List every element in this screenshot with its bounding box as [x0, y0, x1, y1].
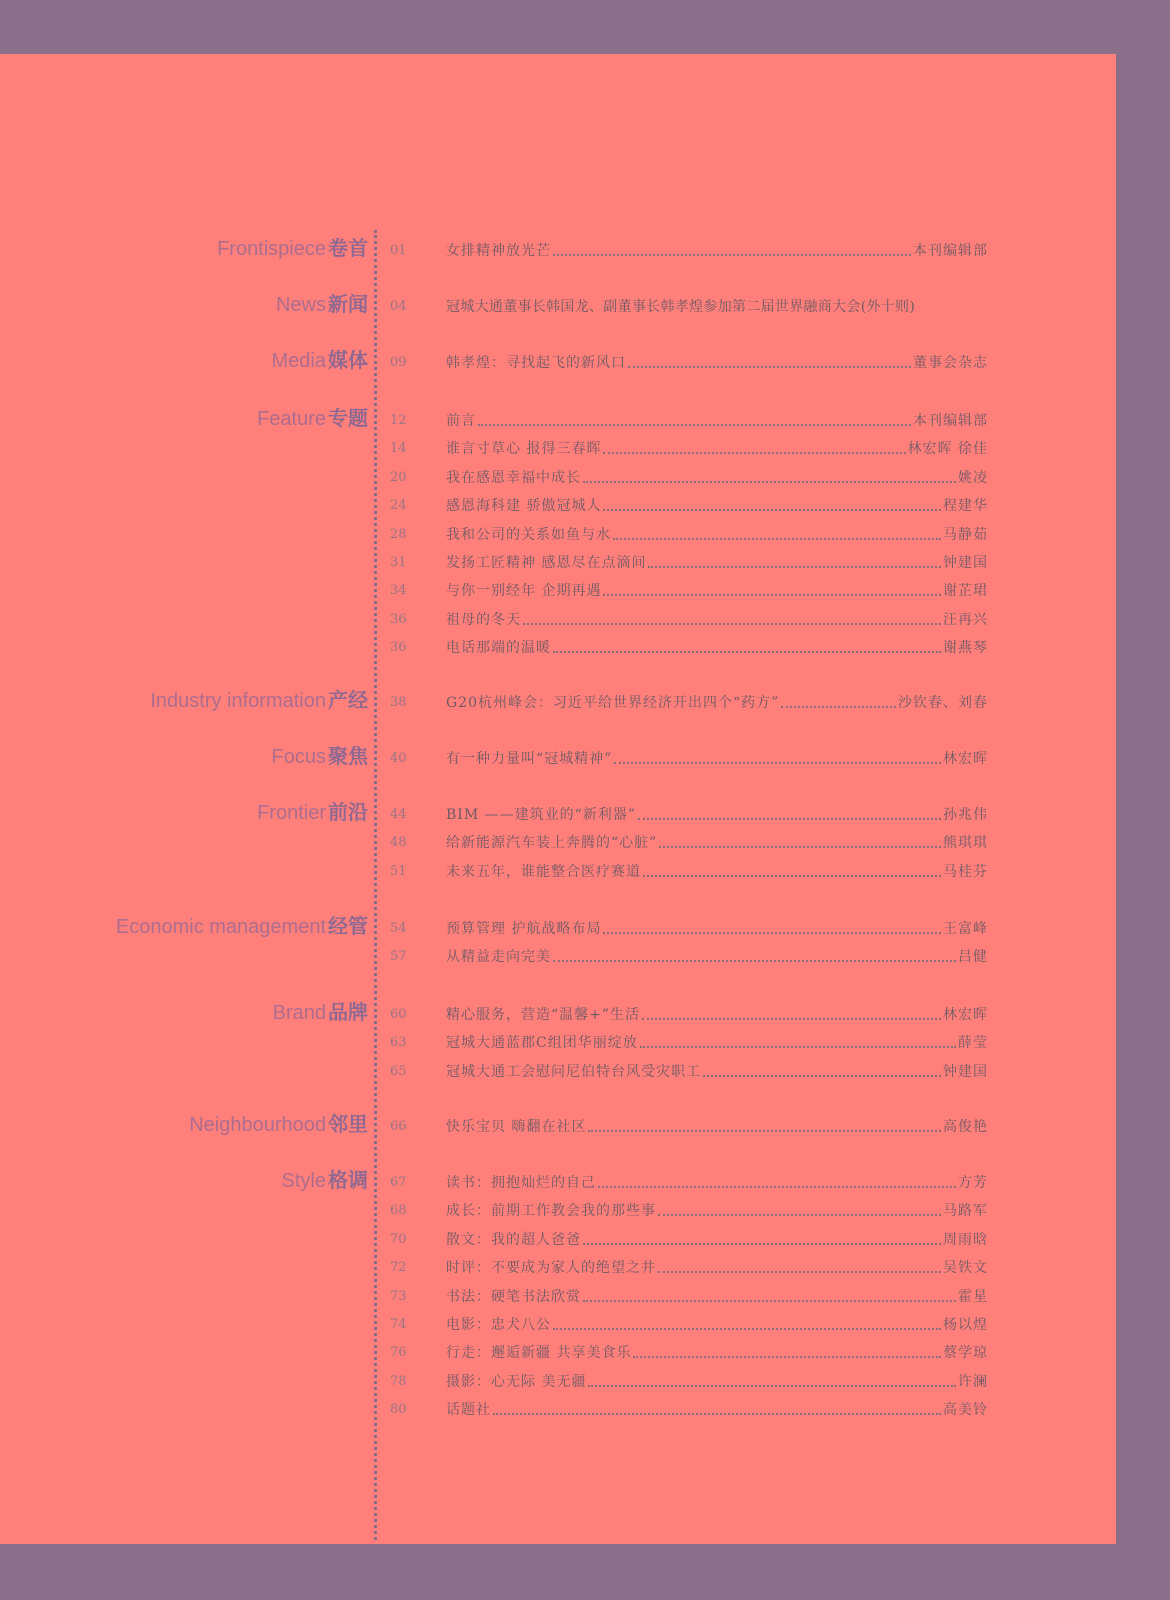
- toc-entry[interactable]: [0, 1006, 1116, 1030]
- entry-title: 女排精神放光芒: [446, 243, 551, 259]
- entry-line: [446, 611, 988, 629]
- entry-title: 冠城大通蓝郡C组团华丽绽放: [446, 1035, 638, 1052]
- dot-leader: [658, 1204, 941, 1216]
- dot-leader: [633, 1346, 941, 1358]
- toc-entry[interactable]: [0, 440, 1116, 464]
- dot-leader: [588, 1375, 956, 1387]
- section-label-cn: 前沿: [328, 800, 368, 824]
- dot-leader: [523, 613, 941, 625]
- entry-author: 孙兆伟: [943, 807, 988, 823]
- dot-leader: [648, 556, 941, 568]
- toc-entry[interactable]: [0, 554, 1116, 578]
- toc-entry[interactable]: [0, 1202, 1116, 1226]
- entry-title: 时评：不要成为家人的绝望之井: [446, 1260, 656, 1277]
- section-label-en: Focus: [271, 746, 326, 768]
- entry-title: 成长：前期工作教会我的那些事: [446, 1203, 656, 1220]
- section-label-en: Economic management: [115, 916, 326, 938]
- entry-title: 未来五年，谁能整合医疗赛道: [446, 863, 641, 880]
- dot-leader: [642, 1008, 941, 1020]
- entry-author: 蔡学琼: [943, 1345, 988, 1362]
- entry-author: 王富峰: [943, 921, 988, 937]
- dot-leader: [603, 499, 941, 511]
- entry-title: 前言: [446, 413, 476, 429]
- entry-author: 谢芷珺: [943, 583, 988, 600]
- entry-line: [446, 1259, 988, 1277]
- dot-leader: [588, 1120, 941, 1132]
- page-number: 01: [390, 243, 407, 258]
- entry-title: 电影：忠犬八公: [446, 1317, 551, 1333]
- dot-leader: [493, 1403, 941, 1415]
- entry-author: 程建华: [943, 498, 988, 515]
- entry-line: [446, 1401, 988, 1419]
- entry-line: [446, 1034, 988, 1052]
- toc-entry[interactable]: [0, 1373, 1116, 1397]
- section-label-cn: 卷首: [328, 236, 368, 260]
- page-number: 76: [390, 1345, 407, 1361]
- toc-entry[interactable]: [0, 806, 1116, 830]
- dot-leader: [583, 1290, 956, 1302]
- entry-author: 吕健: [958, 949, 988, 966]
- dot-leader: [603, 922, 941, 934]
- toc-entry[interactable]: [0, 920, 1116, 944]
- entry-title: 给新能源汽车装上奔腾的“心脏”: [446, 835, 658, 852]
- dot-leader: [583, 471, 956, 483]
- dot-leader: [553, 641, 941, 653]
- entry-line: [446, 1344, 988, 1362]
- entry-author: 吴铁文: [943, 1260, 988, 1277]
- page-number: 31: [390, 555, 407, 570]
- page-number: 65: [390, 1063, 407, 1079]
- entry-author: 沙钦春、刘春: [898, 695, 988, 711]
- entry-line: [446, 497, 988, 515]
- entry-title: 谁言寸草心 报得三春晖: [446, 441, 602, 458]
- page-number: 60: [390, 1007, 407, 1022]
- toc-entry[interactable]: [0, 242, 1116, 266]
- page-number: 70: [390, 1231, 407, 1247]
- entry-line: [446, 1174, 988, 1192]
- toc-entry[interactable]: [0, 694, 1116, 718]
- entry-title: 发扬工匠精神 感恩尽在点滴间: [446, 555, 647, 571]
- section-label-cn: 专题: [328, 406, 368, 430]
- entry-author: 林宏晖 徐佳: [907, 441, 988, 458]
- entry-line: [446, 298, 988, 316]
- dot-leader: [553, 1318, 941, 1330]
- toc-entry[interactable]: [0, 1231, 1116, 1255]
- page-number: 14: [390, 441, 407, 457]
- page-number: 67: [390, 1175, 407, 1190]
- entry-title: 快乐宝贝 嗨翻在社区: [446, 1119, 587, 1135]
- entry-title: 从精益走向完美: [446, 949, 551, 966]
- entry-line: [446, 469, 988, 487]
- dot-leader: [628, 356, 911, 368]
- section-label-en: Style: [281, 1170, 326, 1192]
- toc-entry[interactable]: [0, 354, 1116, 378]
- page-number: 72: [390, 1260, 407, 1276]
- dot-leader: [638, 808, 941, 820]
- entry-line: [446, 863, 988, 881]
- dot-leader: [643, 865, 941, 877]
- page-number: 48: [390, 835, 407, 851]
- dot-leader: [603, 442, 905, 454]
- entry-author: 谢燕琴: [943, 640, 988, 657]
- page-number: 80: [390, 1402, 407, 1418]
- page-number: 24: [390, 498, 407, 514]
- section-label-en: Industry information: [150, 690, 326, 712]
- toc-entry[interactable]: [0, 834, 1116, 858]
- entry-line: [446, 526, 988, 544]
- toc-entry[interactable]: [0, 1401, 1116, 1425]
- page-number: 36: [390, 611, 407, 627]
- dot-leader: [659, 836, 941, 848]
- toc-entry[interactable]: [0, 298, 1116, 322]
- entry-line: [446, 1373, 988, 1391]
- section-label-en: Frontispiece: [217, 238, 326, 260]
- entry-author: 姚凌: [958, 469, 988, 486]
- entry-author: 本刊编辑部: [913, 413, 988, 429]
- entry-title: 行走：邂逅新疆 共享美食乐: [446, 1345, 632, 1362]
- toc-entry[interactable]: [0, 526, 1116, 550]
- page-number: 78: [390, 1373, 407, 1389]
- entry-line: [446, 1316, 988, 1334]
- dot-leader: [703, 1065, 941, 1077]
- dot-leader: [553, 244, 911, 256]
- page-number: 73: [390, 1288, 407, 1304]
- entry-line: [446, 554, 988, 572]
- section-label-en: Neighbourhood: [189, 1114, 326, 1136]
- page-number: 51: [390, 863, 407, 879]
- toc-entry[interactable]: [0, 948, 1116, 972]
- entry-line: [446, 920, 988, 938]
- entry-line: [446, 242, 988, 260]
- entry-title: 与你一别经年 企期再遇: [446, 583, 602, 600]
- section-label-cn: 媒体: [328, 348, 368, 372]
- entry-author: 钟建国: [943, 555, 988, 571]
- dot-leader: [553, 950, 956, 962]
- entry-line: [446, 639, 988, 657]
- entry-line: [446, 1118, 988, 1136]
- dot-leader: [640, 1036, 956, 1048]
- entry-line: [446, 582, 988, 600]
- entry-title: G20杭州峰会：习近平给世界经济开出四个“药方”: [446, 695, 780, 711]
- entry-title: 读书：拥抱灿烂的自己: [446, 1175, 596, 1191]
- entry-line: [446, 1063, 988, 1081]
- entry-title: 摄影：心无际 美无疆: [446, 1373, 587, 1390]
- entry-line: [446, 412, 988, 430]
- toc-entry[interactable]: [0, 497, 1116, 521]
- magazine-page: [0, 54, 1116, 1544]
- section-label-en: Feature: [257, 408, 326, 430]
- page-number: 54: [390, 921, 407, 936]
- entry-title: 书法：硬笔书法欣赏: [446, 1288, 581, 1305]
- entry-author: 林宏晖: [943, 1007, 988, 1023]
- dot-leader: [613, 528, 941, 540]
- section-label-en: Media: [271, 350, 326, 372]
- entry-author: 马静茹: [943, 526, 988, 543]
- toc-entry[interactable]: [0, 863, 1116, 887]
- entry-title: BIM ——建筑业的“新利器”: [446, 807, 636, 823]
- toc-entry[interactable]: [0, 611, 1116, 635]
- entry-author: 霍星: [958, 1288, 988, 1305]
- toc-entry[interactable]: [0, 1288, 1116, 1312]
- entry-title: 我和公司的关系如鱼与水: [446, 526, 611, 543]
- toc-entry[interactable]: [0, 750, 1116, 774]
- page-number: 04: [390, 299, 407, 314]
- entry-line: [446, 1202, 988, 1220]
- page-number: 20: [390, 469, 407, 485]
- entry-title: 冠城大通董事长韩国龙、副董事长韩孝煌参加第二届世界融商大会(外十则): [446, 299, 916, 315]
- entry-author: 林宏晖: [943, 751, 988, 767]
- entry-author: 熊琪琪: [943, 835, 988, 852]
- entry-line: [446, 1006, 988, 1024]
- entry-author: 马桂芬: [943, 863, 988, 880]
- entry-title: 话题社: [446, 1402, 491, 1419]
- entry-title: 精心服务，营造“温馨+”生活: [446, 1007, 641, 1023]
- entry-author: 高俊艳: [943, 1119, 988, 1135]
- section-label-en: Brand: [272, 1002, 326, 1024]
- entry-author: 许澜: [958, 1373, 988, 1390]
- entry-title: 我在感恩幸福中成长: [446, 469, 581, 486]
- toc-entry[interactable]: [0, 469, 1116, 493]
- entry-line: [446, 1231, 988, 1249]
- entry-author: 高美铃: [943, 1402, 988, 1419]
- section-label-cn: 聚焦: [328, 744, 368, 768]
- entry-title: 有一种力量叫“冠城精神”: [446, 751, 613, 767]
- toc-entry[interactable]: [0, 582, 1116, 606]
- entry-line: [446, 694, 988, 712]
- entry-title: 感恩海科建 骄傲冠城人: [446, 498, 602, 515]
- page-number: 57: [390, 949, 407, 965]
- section-label-cn: 邻里: [328, 1112, 368, 1136]
- entry-line: [446, 1288, 988, 1306]
- toc-entry[interactable]: [0, 412, 1116, 436]
- dot-leader: [603, 584, 941, 596]
- entry-author: 周雨晗: [943, 1231, 988, 1248]
- page-number: 34: [390, 583, 407, 599]
- page-number: 09: [390, 355, 407, 370]
- entry-title: 电话那端的温暖: [446, 640, 551, 657]
- entry-line: [446, 806, 988, 824]
- section-label-en: News: [275, 294, 326, 316]
- entry-author: 董事会杂志: [913, 355, 988, 371]
- entry-line: [446, 440, 988, 458]
- page-number: 63: [390, 1035, 407, 1051]
- toc-entry[interactable]: [0, 1118, 1116, 1142]
- toc-entry[interactable]: [0, 1034, 1116, 1058]
- toc-entry[interactable]: [0, 639, 1116, 663]
- section-label-cn: 品牌: [328, 1000, 368, 1024]
- page-number: 38: [390, 695, 407, 710]
- dot-leader: [598, 1176, 956, 1188]
- page-number: 66: [390, 1119, 407, 1134]
- entry-author: 马路军: [943, 1203, 988, 1220]
- entry-title: 预算管理 护航战略布局: [446, 921, 602, 937]
- page-number: 74: [390, 1317, 407, 1332]
- section-label-cn: 经管: [328, 914, 368, 938]
- dot-leader: [658, 1261, 941, 1273]
- entry-author: 薛莹: [958, 1035, 988, 1052]
- entry-title: 祖母的冬天: [446, 611, 521, 628]
- page-number: 36: [390, 640, 407, 656]
- toc-entry[interactable]: [0, 1063, 1116, 1087]
- entry-line: [446, 750, 988, 768]
- dot-leader: [781, 696, 896, 708]
- section-label-en: Frontier: [257, 802, 326, 824]
- dot-leader: [614, 752, 941, 764]
- dot-leader: [478, 414, 911, 426]
- entry-title: 散文：我的超人爸爸: [446, 1231, 581, 1248]
- section-label-cn: 产经: [328, 688, 368, 712]
- section-label-cn: 新闻: [328, 292, 368, 316]
- toc-entry[interactable]: [0, 1259, 1116, 1283]
- entry-author: 杨以煌: [943, 1317, 988, 1333]
- dot-leader: [583, 1233, 941, 1245]
- entry-line: [446, 834, 988, 852]
- entry-author: 本刊编辑部: [913, 243, 988, 259]
- page-number: 28: [390, 526, 407, 542]
- page-number: 40: [390, 751, 407, 766]
- entry-title: 冠城大通工会慰问尼伯特台风受灾职工: [446, 1063, 701, 1080]
- entry-line: [446, 948, 988, 966]
- entry-title: 韩孝煌：寻找起飞的新风口: [446, 355, 626, 371]
- entry-author: 方芳: [958, 1175, 988, 1191]
- toc-entry[interactable]: [0, 1344, 1116, 1368]
- page-number: 12: [390, 413, 407, 428]
- entry-author: 钟建国: [943, 1063, 988, 1080]
- page-number: 68: [390, 1203, 407, 1219]
- entry-line: [446, 354, 988, 372]
- page-number: 44: [390, 807, 407, 822]
- entry-author: 汪再兴: [943, 611, 988, 628]
- toc-entry[interactable]: [0, 1316, 1116, 1340]
- section-label-cn: 格调: [328, 1168, 368, 1192]
- toc-entry[interactable]: [0, 1174, 1116, 1198]
